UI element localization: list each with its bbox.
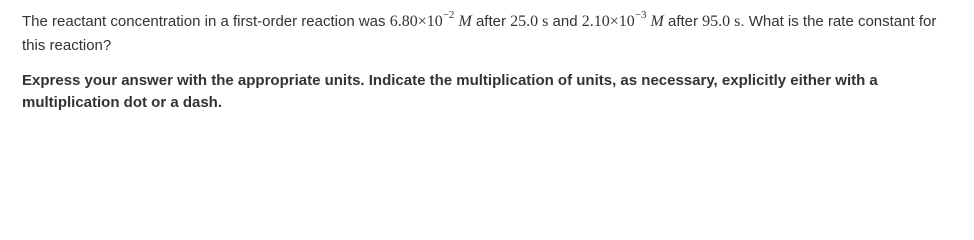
after-2: after xyxy=(667,13,698,30)
unit-molar-2: M xyxy=(650,13,664,30)
concentration-2-exponent: −3 xyxy=(634,8,647,21)
problem-container xyxy=(0,0,974,114)
answer-instructions: Express your answer with the appropriate units. Indicate the multiplication of units, as necessary, explicitly either with a multiplication dot or a dash. xyxy=(22,72,878,111)
concentration-2-mantissa: 2.10 xyxy=(581,13,610,30)
time-1-value: 25.0 xyxy=(510,13,539,30)
and-word: and xyxy=(552,13,578,30)
question-text xyxy=(22,10,958,58)
concentration-1-mantissa: 6.80 xyxy=(389,13,418,30)
time-2-value: 95.0 xyxy=(702,13,731,30)
time-2 xyxy=(702,13,740,30)
question-end: . What is the rate constant for this reaction? xyxy=(22,13,937,54)
concentration-2 xyxy=(581,8,664,30)
time-1 xyxy=(510,13,548,30)
after-1: after xyxy=(475,13,506,30)
concentration-2-times: ×10 xyxy=(609,13,635,30)
concentration-1 xyxy=(389,8,472,30)
question-intro: The reactant concentration in a first-order reaction was xyxy=(22,13,386,30)
unit-molar-1: M xyxy=(458,13,472,30)
unit-seconds-2: s xyxy=(734,13,741,30)
concentration-1-exponent: −2 xyxy=(442,8,455,21)
concentration-1-times: ×10 xyxy=(417,13,443,30)
unit-seconds-1: s xyxy=(542,13,549,30)
